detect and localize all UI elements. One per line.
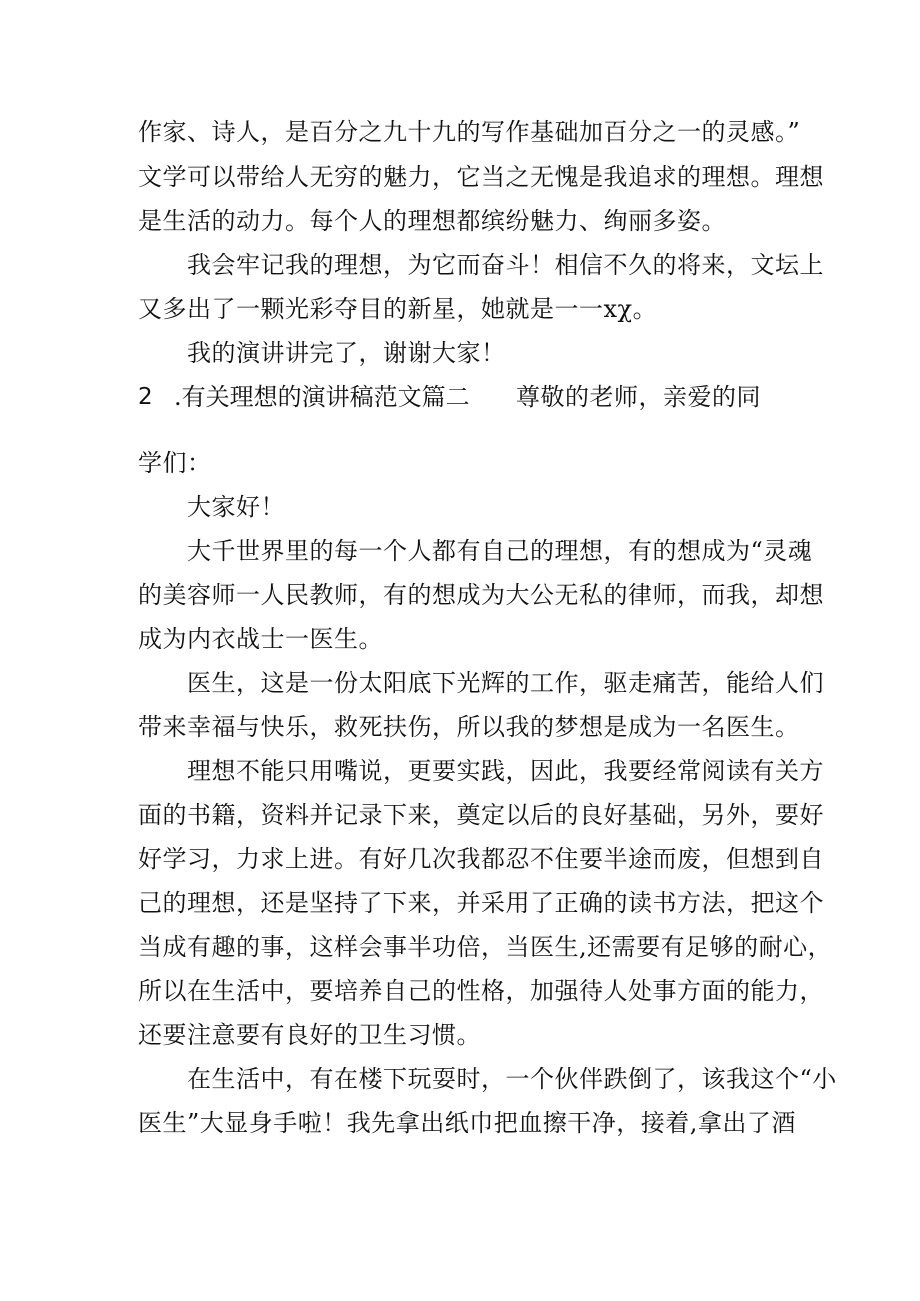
heading-title: .有关理想的演讲稿范文篇二 <box>174 383 470 411</box>
text-line: 在生活中，有在楼下玩耍时，一个伙伴跌倒了，该我这个“小 <box>187 1065 837 1093</box>
text-line: 文学可以带给人无穷的魅力，它当之无愧是我追求的理想。理想 <box>138 163 824 191</box>
text-line: 的美容师一人民教师，有的想成为大公无私的律师，而我，却想 <box>138 581 824 609</box>
text-line: 作家、诗人，是百分之九十九的写作基础加百分之一的灵感。” <box>138 118 801 146</box>
text-line: 医生，这是一份太阳底下光辉的工作，驱走痛苦，能给人们 <box>187 669 824 697</box>
text-line: 是生活的动力。每个人的理想都缤纷魅力、绚丽多姿。 <box>138 207 726 235</box>
text-line: 又多出了一颗光彩夺目的新星，她就是一一xχ。 <box>138 295 658 323</box>
text-line: 学们： <box>138 449 212 477</box>
text-line: 大千世界里的每一个人都有自己的理想，有的想成为“灵魂 <box>187 537 813 565</box>
text-line: 面的书籍，资料并记录下来，奠定以后的良好基础，另外，要好 <box>138 801 824 829</box>
text-line: 当成有趣的事，这样会事半功倍，当医生,还需要有足够的耐心， <box>138 933 833 961</box>
text-line: 我的演讲讲完了，谢谢大家！ <box>187 339 506 367</box>
text-line: 成为内衣战士一医生。 <box>138 625 383 653</box>
text-line: 大家好！ <box>187 493 285 521</box>
heading-number: 2 <box>138 384 153 410</box>
text-line: 医生”大显身手啦！我先拿出纸巾把血擦干净，接着,拿出了酒 <box>138 1109 796 1137</box>
text-line: 好学习，力求上进。有好几次我都忍不住要半途而废，但想到自 <box>138 845 824 873</box>
text-line: 我会牢记我的理想，为它而奋斗！相信不久的将来，文坛上 <box>187 251 824 279</box>
heading-salutation: 尊敬的老师，亲爱的同 <box>516 383 761 411</box>
text-line: 理想不能只用嘴说，更要实践，因此，我要经常阅读有关方 <box>187 757 824 785</box>
text-line: 所以在生活中，要培养自己的性格，加强待人处事方面的能力， <box>138 977 824 1005</box>
text-line: 己的理想，还是坚持了下来，并采用了正确的读书方法，把这个 <box>138 889 824 917</box>
text-line: 带来幸福与快乐，救死扶伤，所以我的梦想是成为一名医生。 <box>138 713 800 741</box>
text-line: 还要注意要有良好的卫生习惯。 <box>138 1021 481 1049</box>
